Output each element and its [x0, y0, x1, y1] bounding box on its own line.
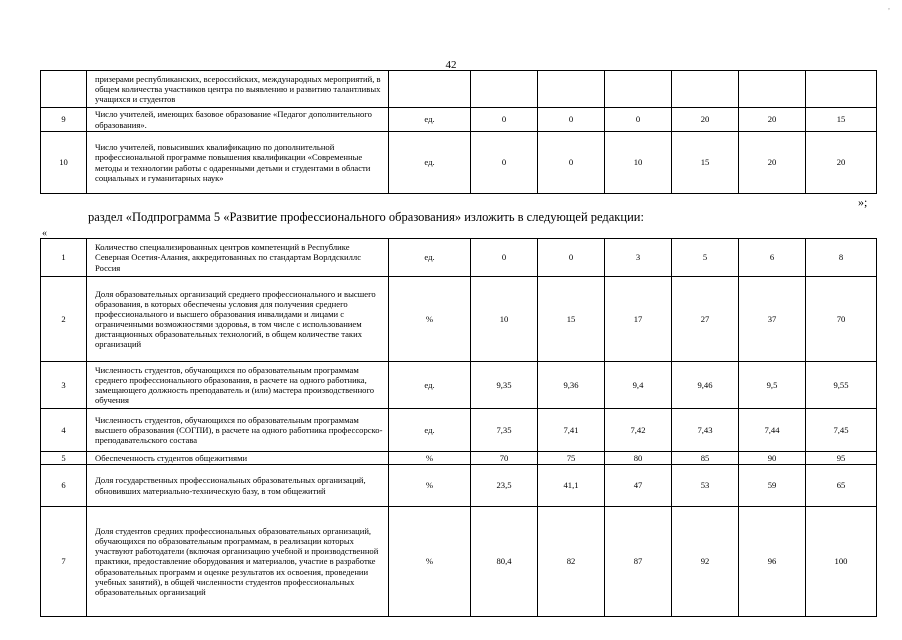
- row-number-cell: 10: [41, 132, 87, 194]
- unit-cell: ед.: [389, 362, 471, 409]
- row-number-cell: 5: [41, 452, 87, 465]
- value-cell: 7,43: [672, 409, 739, 452]
- value-cell: 0: [538, 132, 605, 194]
- value-cell: 9,55: [806, 362, 877, 409]
- indicator-table-top: [40, 70, 877, 194]
- table-row: [41, 362, 877, 409]
- value-cell: 10: [605, 132, 672, 194]
- unit-cell: ед.: [389, 409, 471, 452]
- unit-cell: ед.: [389, 132, 471, 194]
- indicator-description-cell: Доля студентов средних профессиональных образовательных организаций, обучающихся по образовательным программам, в реализации которых участвуют работодатели (включая организацию учебной и производственной практики, предоставление оборудования и материалов, участие в разработке образовательных программ и оценке результатов их освоения, проведении учебных занятий), в общей численности студентов профессиональных образовательных организаций: [87, 507, 389, 617]
- value-cell: 0: [538, 108, 605, 132]
- closing-quote: »;: [858, 195, 868, 209]
- indicator-description-cell: Численность студентов, обучающихся по образовательным программам среднего профессионального образования, в расчете на одного работника, замещающего должность преподаватель и (или) мастера производственного обучения: [87, 362, 389, 409]
- value-cell: [806, 71, 877, 108]
- value-cell: [538, 71, 605, 108]
- row-number-cell: 3: [41, 362, 87, 409]
- table-row: [41, 465, 877, 507]
- value-cell: 9,5: [739, 362, 806, 409]
- value-cell: 15: [806, 108, 877, 132]
- value-cell: 20: [739, 108, 806, 132]
- value-cell: [605, 71, 672, 108]
- indicator-description-cell: Доля государственных профессиональных образовательных организаций, обновивших материально-техническую базу, в том общежитий: [87, 465, 389, 507]
- value-cell: 9,36: [538, 362, 605, 409]
- value-cell: 37: [739, 277, 806, 362]
- value-cell: 53: [672, 465, 739, 507]
- unit-cell: %: [389, 465, 471, 507]
- row-number-cell: 4: [41, 409, 87, 452]
- indicator-description-cell: призерами республиканских, всероссийских, международных мероприятий, в общем количества участников центра по выявлению и развитию талантливых учащихся и студентов: [87, 71, 389, 108]
- value-cell: 5: [672, 239, 739, 277]
- table-row: [41, 409, 877, 452]
- indicator-description-cell: Численность студентов, обучающихся по образовательным программам высшего образования (СОГПИ), в расчете на одного работника профессорско-преподавательского состава: [87, 409, 389, 452]
- indicator-description-cell: Обеспеченность студентов общежитиями: [87, 452, 389, 465]
- value-cell: 20: [806, 132, 877, 194]
- value-cell: 8: [806, 239, 877, 277]
- indicator-description-cell: Доля образовательных организаций среднего профессионального и высшего образования, в которых обеспечены условия для получения среднего профессионального и высшего образования инвалидами и лицами с ограниченными возможностями здоровья, в том числе с использованием дистанционных образовательных технологий, в общем количестве таких организаций: [87, 277, 389, 362]
- value-cell: 75: [538, 452, 605, 465]
- table-row: [41, 239, 877, 277]
- value-cell: 90: [739, 452, 806, 465]
- unit-cell: %: [389, 277, 471, 362]
- value-cell: 95: [806, 452, 877, 465]
- value-cell: 20: [739, 132, 806, 194]
- unit-cell: [389, 71, 471, 108]
- value-cell: 0: [471, 108, 538, 132]
- indicator-table-bottom: [40, 238, 877, 617]
- page-number: 42: [445, 59, 457, 71]
- value-cell: 3: [605, 239, 672, 277]
- value-cell: 7,44: [739, 409, 806, 452]
- value-cell: 27: [672, 277, 739, 362]
- table-row: [41, 507, 877, 617]
- value-cell: 9,4: [605, 362, 672, 409]
- value-cell: 47: [605, 465, 672, 507]
- table-bottom-body: [41, 239, 877, 617]
- amendment-text: раздел «Подпрограмма 5 «Развитие профессионального образования» изложить в следующей редакции:: [88, 210, 644, 224]
- value-cell: 41,1: [538, 465, 605, 507]
- unit-cell: ед.: [389, 108, 471, 132]
- value-cell: [739, 71, 806, 108]
- row-number-cell: 9: [41, 108, 87, 132]
- value-cell: 23,5: [471, 465, 538, 507]
- value-cell: 17: [605, 277, 672, 362]
- value-cell: 7,35: [471, 409, 538, 452]
- value-cell: 0: [605, 108, 672, 132]
- row-number-cell: 1: [41, 239, 87, 277]
- corner-mark: ,: [888, 2, 890, 11]
- unit-cell: %: [389, 452, 471, 465]
- indicator-description-cell: Число учителей, повысивших квалификацию по дополнительной профессиональной программе повышения квалификации «Современные методы и технологии работы с одаренными детьми и студентами в области социальных и гуманитарных наук»: [87, 132, 389, 194]
- value-cell: 70: [806, 277, 877, 362]
- value-cell: 7,41: [538, 409, 605, 452]
- row-number-cell: 6: [41, 465, 87, 507]
- table-row: [41, 108, 877, 132]
- value-cell: 0: [471, 239, 538, 277]
- value-cell: 65: [806, 465, 877, 507]
- value-cell: 70: [471, 452, 538, 465]
- value-cell: 9,46: [672, 362, 739, 409]
- table-row: [41, 71, 877, 108]
- value-cell: 82: [538, 507, 605, 617]
- value-cell: 80,4: [471, 507, 538, 617]
- unit-cell: %: [389, 507, 471, 617]
- row-number-cell: 7: [41, 507, 87, 617]
- value-cell: 7,42: [605, 409, 672, 452]
- value-cell: 92: [672, 507, 739, 617]
- table-row: [41, 132, 877, 194]
- indicator-description-cell: Число учителей, имеющих базовое образование «Педагог дополнительного образования».: [87, 108, 389, 132]
- unit-cell: ед.: [389, 239, 471, 277]
- value-cell: 85: [672, 452, 739, 465]
- value-cell: 20: [672, 108, 739, 132]
- value-cell: 7,45: [806, 409, 877, 452]
- opening-quote: «: [42, 228, 47, 239]
- value-cell: 15: [538, 277, 605, 362]
- value-cell: 100: [806, 507, 877, 617]
- value-cell: 0: [538, 239, 605, 277]
- value-cell: 15: [672, 132, 739, 194]
- value-cell: 87: [605, 507, 672, 617]
- value-cell: 9,35: [471, 362, 538, 409]
- value-cell: [471, 71, 538, 108]
- value-cell: 96: [739, 507, 806, 617]
- value-cell: 80: [605, 452, 672, 465]
- value-cell: 6: [739, 239, 806, 277]
- value-cell: [672, 71, 739, 108]
- table-top-body: [41, 71, 877, 194]
- value-cell: 0: [471, 132, 538, 194]
- row-number-cell: [41, 71, 87, 108]
- table-row: [41, 277, 877, 362]
- value-cell: 10: [471, 277, 538, 362]
- table-row: [41, 452, 877, 465]
- row-number-cell: 2: [41, 277, 87, 362]
- value-cell: 59: [739, 465, 806, 507]
- indicator-description-cell: Количество специализированных центров компетенций в Республике Северная Осетия-Алания, аккредитованных по стандартам Ворлдскиллс Россия: [87, 239, 389, 277]
